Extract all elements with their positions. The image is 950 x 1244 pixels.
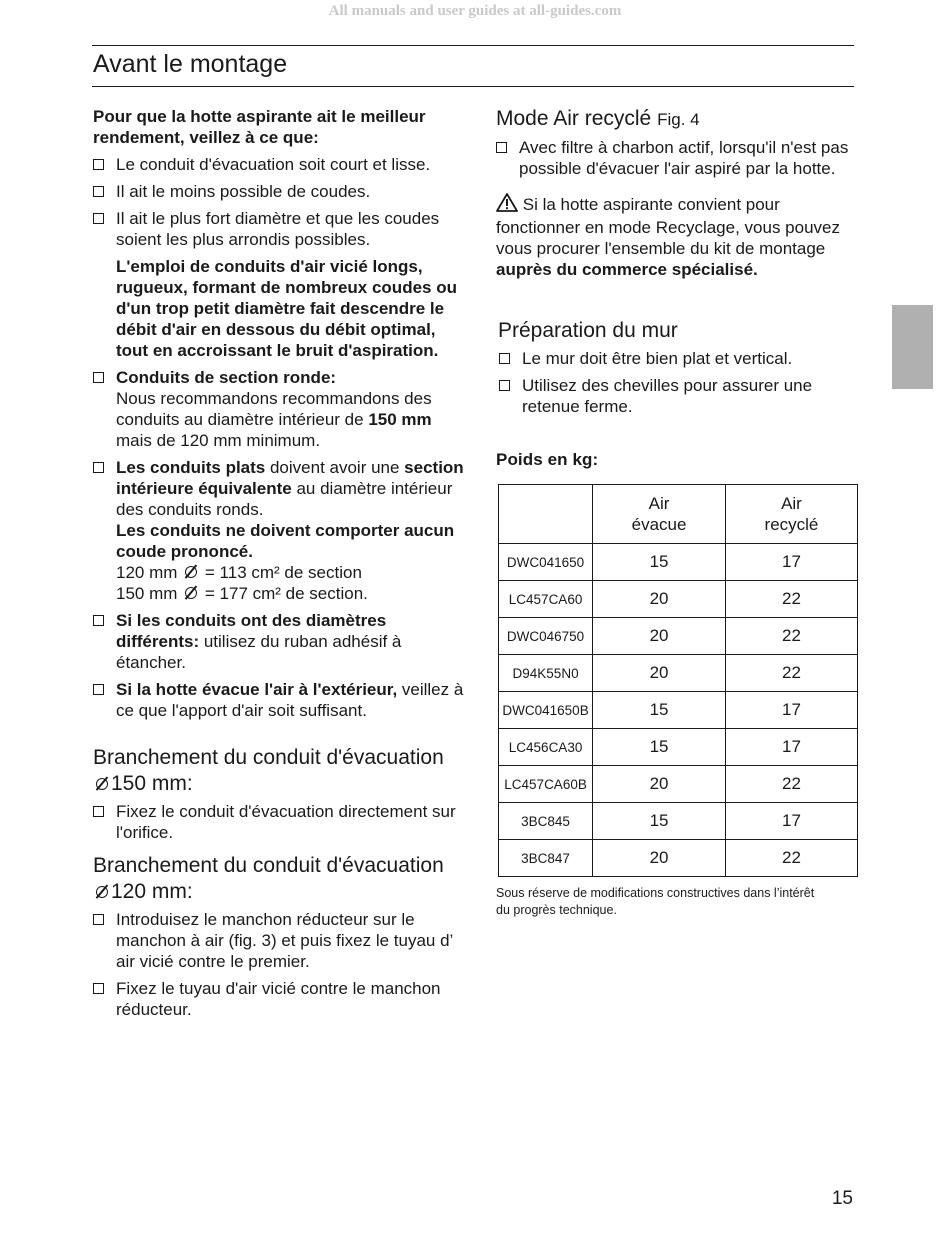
table-footnote: Sous réserve de modifications constructives dans l’intérêt du progrès technique. bbox=[496, 886, 815, 917]
weight-evacue-cell: 20 bbox=[593, 581, 726, 618]
flat-ducts-heading: Les conduits plats bbox=[116, 458, 266, 477]
section-tab-marker bbox=[892, 305, 933, 389]
model-cell: DWC041650B bbox=[499, 692, 593, 729]
diameter-icon bbox=[184, 565, 198, 579]
model-cell: 3BC845 bbox=[499, 803, 593, 840]
weight-evacue-cell: 20 bbox=[593, 618, 726, 655]
watermark: All manuals and user guides at all-guides.com bbox=[328, 3, 622, 19]
weight-recycle-cell: 22 bbox=[725, 766, 857, 803]
weight-recycle-cell: 17 bbox=[725, 692, 857, 729]
header-bottom-rule bbox=[92, 86, 854, 87]
diameters-text: utilisez du ruban adhésif à étancher. bbox=[116, 632, 402, 672]
checkbox-icon bbox=[499, 353, 510, 364]
page-title: Avant le montage bbox=[93, 50, 288, 78]
diameter-icon bbox=[95, 885, 109, 899]
weight-recycle-cell: 22 bbox=[725, 840, 857, 877]
weight-recycle-cell: 22 bbox=[725, 581, 857, 618]
weight-recycle-cell: 17 bbox=[725, 803, 857, 840]
table-row bbox=[499, 766, 858, 803]
figure-reference: Fig. 4 bbox=[657, 110, 700, 129]
list-item bbox=[496, 348, 858, 369]
recycle-mode-title: Mode Air recyclé bbox=[496, 107, 652, 130]
section-150-area: = 177 cm² de section. bbox=[204, 584, 368, 603]
recycle-mode-heading bbox=[496, 106, 858, 133]
section-heading-150 bbox=[93, 745, 465, 797]
checkbox-icon bbox=[93, 914, 104, 925]
checkbox-icon bbox=[499, 380, 510, 391]
column-header-air-evacue: Air évacue bbox=[593, 485, 726, 544]
model-cell: DWC046750 bbox=[499, 618, 593, 655]
list-item bbox=[93, 208, 465, 250]
round-ducts-text-end: mais de 120 mm minimum. bbox=[116, 431, 321, 450]
checkbox-icon bbox=[93, 684, 104, 695]
flat-ducts-text-end: au diamètre intérieur des conduits ronds. bbox=[116, 479, 453, 519]
section-150-title: Branchement du conduit d'évacuation bbox=[93, 746, 444, 769]
round-ducts-diameter: 150 mm bbox=[368, 410, 432, 429]
list-item-text: Le conduit d'évacuation soit court et lisse. bbox=[116, 155, 431, 174]
warning-text-bold: auprès du commerce spécialisé. bbox=[496, 260, 758, 279]
table-row bbox=[499, 544, 858, 581]
model-cell: LC457CA60B bbox=[499, 766, 593, 803]
recycle-warning bbox=[496, 193, 858, 280]
diameter-icon bbox=[95, 777, 109, 791]
weight-recycle-cell: 17 bbox=[725, 729, 857, 766]
model-cell: LC456CA30 bbox=[499, 729, 593, 766]
weight-evacue-cell: 15 bbox=[593, 729, 726, 766]
left-column bbox=[93, 106, 465, 1026]
table-row bbox=[499, 803, 858, 840]
list-item bbox=[93, 154, 465, 175]
table-row bbox=[499, 692, 858, 729]
flat-ducts-text: doivent avoir une bbox=[265, 458, 405, 477]
weight-evacue-cell: 20 bbox=[593, 766, 726, 803]
checkbox-icon bbox=[496, 142, 507, 153]
section-150-size: 150 mm bbox=[116, 584, 178, 603]
weight-recycle-cell: 22 bbox=[725, 655, 857, 692]
list-item-flat-ducts bbox=[93, 457, 465, 604]
warning-text: Si la hotte aspirante convient pour fonctionner en mode Recyclage, vous pouvez vous procurer l'ensemble du kit de montage bbox=[496, 195, 840, 258]
table-header-row bbox=[499, 485, 858, 544]
model-cell: D94K55N0 bbox=[499, 655, 593, 692]
weight-recycle-cell: 22 bbox=[725, 618, 857, 655]
model-cell: LC457CA60 bbox=[499, 581, 593, 618]
list-item bbox=[93, 978, 465, 1020]
weight-evacue-cell: 20 bbox=[593, 840, 726, 877]
table-row bbox=[499, 729, 858, 766]
list-item-text: Utilisez des chevilles pour assurer une retenue ferme. bbox=[522, 376, 813, 416]
weight-evacue-cell: 15 bbox=[593, 544, 726, 581]
checkbox-icon bbox=[93, 983, 104, 994]
section-120-title-size: 120 mm: bbox=[111, 880, 193, 903]
diameters-heading: Si les conduits ont des diamètres différents: bbox=[116, 611, 387, 651]
flat-ducts-bold-text: section intérieure équivalente bbox=[116, 458, 464, 498]
diameter-icon bbox=[184, 586, 198, 600]
section-150-title-size: 150 mm: bbox=[111, 772, 193, 795]
checkbox-icon bbox=[93, 806, 104, 817]
weight-evacue-cell: 15 bbox=[593, 692, 726, 729]
header-top-rule bbox=[92, 45, 854, 46]
weight-evacue-cell: 15 bbox=[593, 803, 726, 840]
checkbox-icon bbox=[93, 615, 104, 626]
table-row bbox=[499, 618, 858, 655]
list-item bbox=[496, 375, 858, 417]
exterior-heading: Si la hotte évacue l'air à l'extérieur, bbox=[116, 680, 398, 699]
list-item-round-ducts bbox=[93, 367, 465, 451]
list-item bbox=[93, 909, 465, 972]
list-item-text: Il ait le plus fort diamètre et que les coudes soient les plus arrondis possibles. bbox=[116, 209, 440, 249]
weight-recycle-cell: 17 bbox=[725, 544, 857, 581]
list-item-text: Le mur doit être bien plat et vertical. bbox=[522, 349, 793, 368]
list-item bbox=[93, 181, 465, 202]
model-cell: 3BC847 bbox=[499, 840, 593, 877]
model-cell: DWC041650 bbox=[499, 544, 593, 581]
list-item-text: Fixez le conduit d'évacuation directement sur l'orifice. bbox=[116, 802, 456, 842]
weight-evacue-cell: 20 bbox=[593, 655, 726, 692]
right-column bbox=[496, 106, 858, 919]
checkbox-icon bbox=[93, 213, 104, 224]
intro-text: Pour que la hotte aspirante ait le meilleur rendement, veillez à ce que: bbox=[93, 107, 426, 147]
table-row bbox=[499, 581, 858, 618]
table-row bbox=[499, 655, 858, 692]
round-ducts-heading: Conduits de section ronde: bbox=[116, 368, 337, 387]
list-item-diameters bbox=[93, 610, 465, 673]
flat-ducts-no-bend: Les conduits ne doivent comporter aucun coude prononcé. bbox=[116, 521, 455, 561]
table-header-empty bbox=[499, 485, 593, 544]
section-120-size: 120 mm bbox=[116, 563, 178, 582]
list-item-text: Avec filtre à charbon actif, lorsqu'il n'est pas possible d'évacuer l'air aspiré par la hotte. bbox=[519, 138, 849, 178]
table-row bbox=[499, 840, 858, 877]
page-number: 15 bbox=[831, 1188, 853, 1209]
list-item-text: Introduisez le manchon réducteur sur le manchon à air (fig. 3) et puis fixez le tuyau d’ air vicié contre le premier. bbox=[116, 910, 453, 971]
wall-preparation-heading: Préparation du mur bbox=[498, 319, 678, 342]
checkbox-icon bbox=[93, 159, 104, 170]
list-item-exterior bbox=[93, 679, 465, 721]
round-ducts-text: Nous recommandons recommandons des conduits au diamètre intérieur de bbox=[116, 389, 432, 429]
section-120-title: Branchement du conduit d'évacuation bbox=[93, 854, 444, 877]
checkbox-icon bbox=[93, 372, 104, 383]
weights-table-body bbox=[499, 544, 858, 877]
section-120-area: = 113 cm² de section bbox=[204, 563, 362, 582]
checkbox-icon bbox=[93, 462, 104, 473]
duct-warning-note: L'emploi de conduits d'air vicié longs, rugueux, formant de nombreux coudes ou d'un trop petit diamètre fait descendre le débit d'air en dessous du débit optimal, tout en accroissant le bruit d'aspiration. bbox=[116, 257, 457, 360]
column-header-air-recycle: Air recyclé bbox=[725, 485, 857, 544]
list-item bbox=[496, 137, 858, 179]
exterior-text: veillez à ce que l'apport d'air soit suffisant. bbox=[116, 680, 464, 720]
list-item-text: Il ait le moins possible de coudes. bbox=[116, 182, 371, 201]
weights-title: Poids en kg: bbox=[496, 450, 599, 469]
warning-icon bbox=[496, 193, 518, 217]
list-item-text: Fixez le tuyau d'air vicié contre le manchon réducteur. bbox=[116, 979, 441, 1019]
section-heading-120 bbox=[93, 853, 465, 905]
checkbox-icon bbox=[93, 186, 104, 197]
weights-table bbox=[498, 484, 858, 877]
list-item bbox=[93, 801, 465, 843]
